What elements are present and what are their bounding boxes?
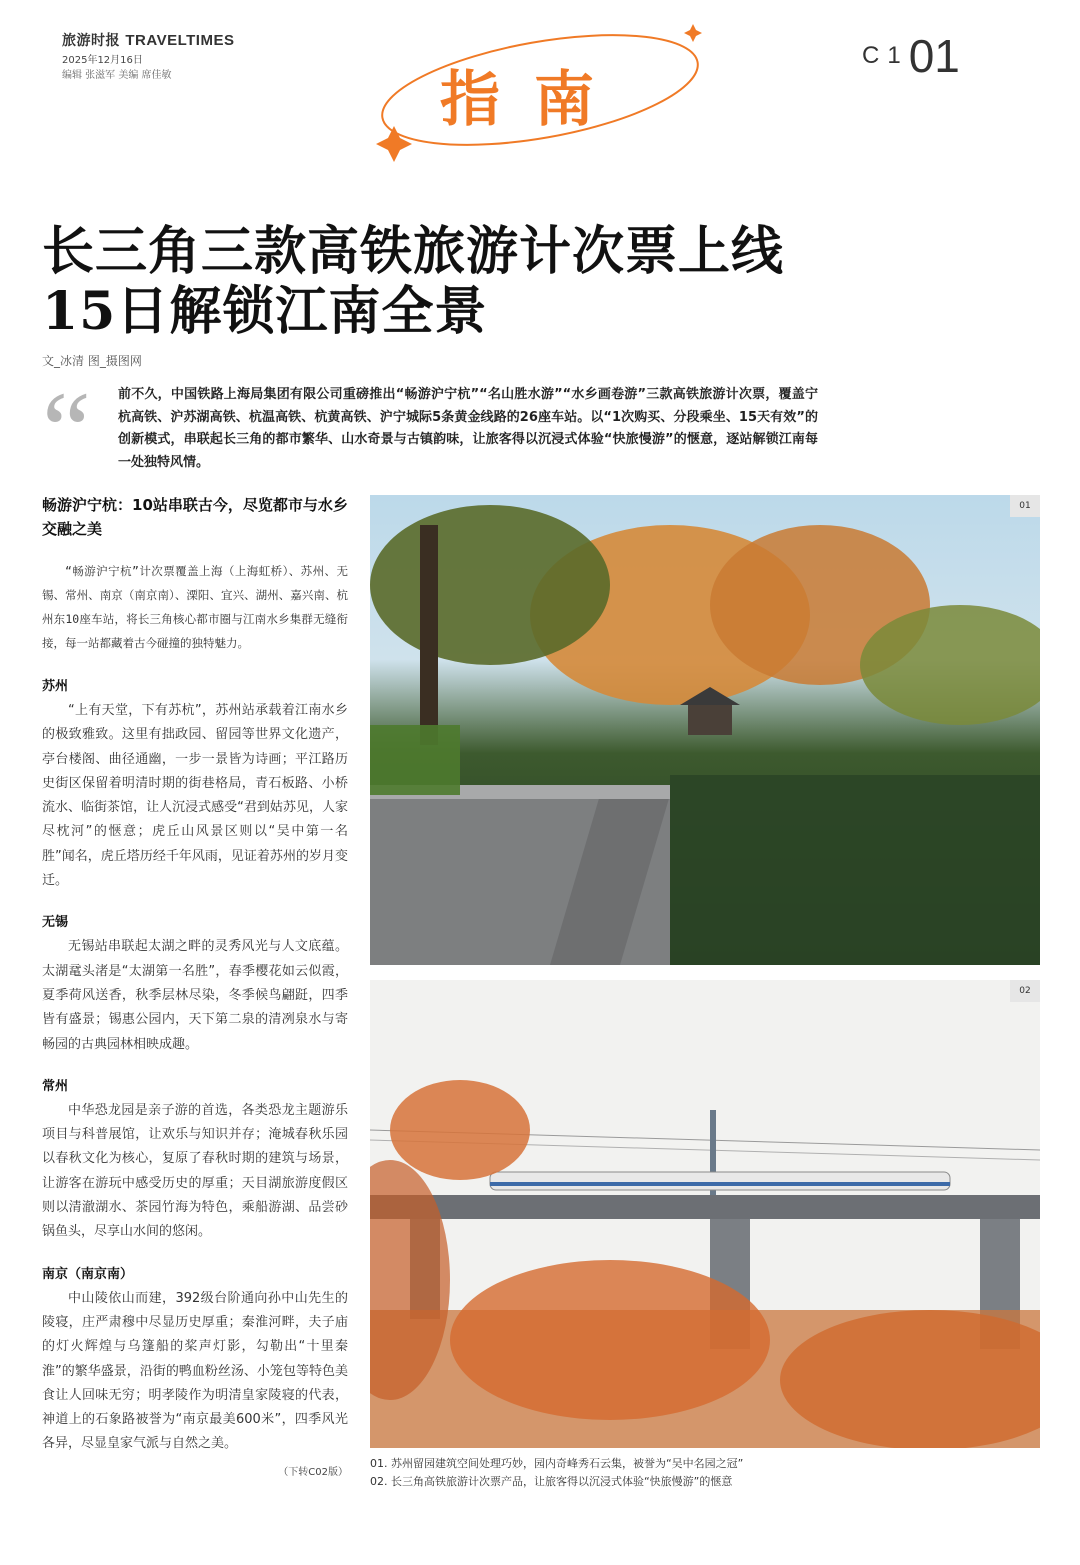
train-scene-drawing: [370, 980, 1040, 1448]
headline: [42, 222, 902, 342]
page-num: 01: [908, 30, 960, 82]
section-title: 指南: [440, 65, 628, 135]
garden-pavilion-photo: [370, 495, 1040, 965]
masthead-name-en: TRAVELTIMES: [125, 32, 235, 49]
high-speed-train-photo: [370, 980, 1040, 1448]
city-text-suzhou: “上有天堂，下有苏杭”，苏州站承载着江南水乡的极致雅致。这里有拙政园、留园等世界文化遗产，亭台楼阁、曲径通幽，一步一景皆为诗画；平江路历史街区保留着明清时期的街巷格局，青石板路、小桥流水、临街茶馆，让人沉浸式感受“君到姑苏见，人家尽枕河”的惬意；虎丘山风景区则以“吴中第一名胜”闻名，虎丘塔历经千年风雨，见证着苏州的岁月变迁。: [42, 703, 348, 889]
sparkle-small-icon: [684, 24, 702, 42]
page-number: [862, 30, 960, 82]
city-heading-wuxi: 无锡: [42, 915, 69, 931]
caption-01: 01. 苏州留园建筑空间处理巧妙，园内奇峰秀石云集，被誉为“吴中名园之冠”: [370, 1457, 744, 1470]
city-heading-nanjing: 南京（南京南）: [42, 1266, 134, 1282]
city-text-nanjing: 中山陵依山而建，392级台阶通向孙中山先生的陵寝，庄严肃穆中尽显历史厚重；秦淮河畔，夫子庙的灯火辉煌与乌篷船的桨声灯影，勾勒出“十里秦淮”的繁华盛景，沿街的鸭血粉丝汤、小笼包等特色美食让人回味无穷；明孝陵作为明清皇家陵寝的代表，神道上的石象路被誉为“南京最美600米”，四季风光各异，尽显皇家气派与自然之美。: [42, 1290, 348, 1452]
city-heading-changzhou: 常州: [42, 1078, 69, 1094]
photo-captions: [370, 1455, 1050, 1491]
quote-mark-icon: “: [42, 369, 91, 491]
headline-line2: 15日解锁江南全景: [42, 281, 488, 342]
masthead-name: [62, 30, 234, 50]
byline: 文_冰清 图_摄图网: [42, 354, 142, 368]
photo-tag-02: 02: [1010, 980, 1040, 1002]
city-text-changzhou: 中华恐龙园是亲子游的首选，各类恐龙主题游乐项目与科普展馆，让欢乐与知识并存；淹城春秋乐园以春秋文化为核心，复原了春秋时期的建筑与场景，让游客在游玩中感受历史的厚重；天目湖旅游度假区则以清澈湖水、茶园竹海为特色，乘船游湖、品尝砂锅鱼头，尽享山水间的悠闲。: [42, 1102, 348, 1240]
garden-scene-drawing: [370, 495, 1040, 965]
masthead-name-cn: 旅游时报: [62, 33, 120, 49]
photo-tag-01: 01: [1010, 495, 1040, 517]
headline-line1: 长三角三款高铁旅游计次票上线: [42, 221, 785, 282]
caption-02: 02. 长三角高铁旅游计次票产品，让旅客得以沉浸式体验“快旅慢游”的惬意: [370, 1475, 733, 1488]
city-text-wuxi: 无锡站串联起太湖之畔的灵秀风光与人文底蕴。太湖鼋头渚是“太湖第一名胜”，春季樱花如云似霞，夏季荷风送香，秋季层林尽染，冬季候鸟翩跹，四季皆有盛景；锡惠公园内，天下第二泉的清冽泉水与寄畅园的古典园林相映成趣。: [42, 939, 348, 1052]
lead-paragraph: 前不久，中国铁路上海局集团有限公司重磅推出“畅游沪宁杭”“名山胜水游”“水乡画卷游”三款高铁旅游计次票，覆盖宁杭高铁、沪苏湖高铁、杭温高铁、杭黄高铁、沪宁城际5条黄金线路的26座车站。以“1次购买、分段乘坐、15天有效”的创新模式，串联起长三角的都市繁华、山水奇景与古镇韵味，让旅客得以沉浸式体验“快旅慢游”的惬意，逐站解锁江南每一处独特风情。: [118, 387, 818, 470]
city-heading-suzhou: 苏州: [42, 679, 69, 694]
sparkle-icon: [376, 126, 412, 162]
issue-date: 2025年12月16日: [62, 55, 143, 66]
editors-credit: 编辑 张滋军 美编 席佳敏: [62, 70, 172, 81]
column-intro: “畅游沪宁杭”计次票覆盖上海（上海虹桥）、苏州、无锡、常州、南京（南京南）、溧阳、宜兴、湖州、嘉兴南、杭州东10座车站，将长三角核心都市圈与江南水乡集群无缝衔接，每一站都藏着古今碰撞的独特魅力。: [42, 564, 348, 650]
continued-note: （下转C02版）: [278, 1466, 348, 1478]
page-section: C1: [862, 42, 909, 69]
column-heading: 畅游沪宁杭：10站串联古今，尽览都市与水乡交融之美: [42, 496, 348, 538]
article-column: [42, 493, 348, 1478]
